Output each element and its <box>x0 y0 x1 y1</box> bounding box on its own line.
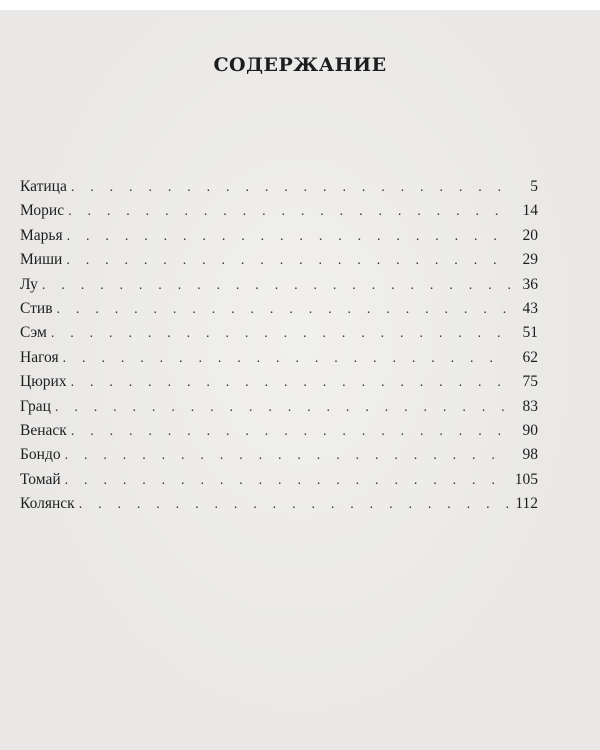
toc-dot-leader <box>66 253 510 269</box>
toc-dot-leader <box>71 424 510 440</box>
toc-entry-page: 51 <box>522 324 538 342</box>
toc-dot-leader <box>71 375 510 391</box>
toc-dot-leader <box>79 497 510 513</box>
toc-dot-leader <box>55 400 510 416</box>
toc-entry-title: Сэм <box>20 324 47 342</box>
table-of-contents <box>20 178 538 519</box>
toc-entry-title: Лу <box>20 275 38 293</box>
toc-dot-leader <box>71 180 510 196</box>
toc-dot-leader <box>63 351 510 367</box>
toc-entry-title: Катица <box>20 178 67 195</box>
toc-entry-title: Грац <box>20 397 51 415</box>
toc-entry <box>20 300 538 324</box>
toc-entry-page: 14 <box>522 202 538 220</box>
toc-entry-title: Венаск <box>20 421 67 439</box>
toc-entry <box>20 398 538 422</box>
toc-dot-leader <box>42 278 510 294</box>
toc-entry-page: 29 <box>522 251 538 269</box>
toc-entry-page: 83 <box>522 397 538 415</box>
toc-entry-page: 62 <box>522 348 538 366</box>
toc-entry <box>20 471 538 495</box>
toc-entry-title: Морис <box>20 202 65 220</box>
toc-entry-page: 112 <box>515 495 538 513</box>
toc-entry-title: Марья <box>20 226 63 244</box>
toc-dot-leader <box>67 229 510 245</box>
toc-dot-leader <box>68 204 510 220</box>
toc-entry-title: Колянск <box>20 495 75 513</box>
toc-entry-title: Миши <box>20 251 63 269</box>
page-top-margin <box>0 0 600 10</box>
toc-entry <box>20 373 538 397</box>
toc-dot-leader <box>57 302 510 318</box>
toc-entry <box>20 422 538 446</box>
toc-entry-title: Цюрих <box>20 373 67 391</box>
toc-entry-title: Бондо <box>20 446 61 464</box>
toc-entry-page: 105 <box>514 470 538 488</box>
toc-entry <box>20 446 538 470</box>
toc-entry <box>20 202 538 226</box>
toc-entry-page: 43 <box>522 299 538 317</box>
toc-dot-leader <box>51 326 510 342</box>
toc-entry-page: 5 <box>530 178 538 195</box>
toc-entry-page: 36 <box>522 275 538 293</box>
toc-entry <box>20 178 538 202</box>
toc-entry-title: Стив <box>20 299 53 317</box>
toc-dot-leader <box>65 448 510 464</box>
toc-entry-title: Нагоя <box>20 348 59 366</box>
toc-entry <box>20 227 538 251</box>
toc-entry <box>20 276 538 300</box>
toc-entry-page: 20 <box>522 226 538 244</box>
page-title: СОДЕРЖАНИЕ <box>213 54 387 76</box>
toc-dot-leader <box>65 473 509 489</box>
toc-entry <box>20 251 538 275</box>
toc-entry <box>20 324 538 348</box>
toc-entry-page: 90 <box>522 421 538 439</box>
toc-entry <box>20 495 538 519</box>
toc-entry-page: 98 <box>522 446 538 464</box>
toc-entry-page: 75 <box>522 373 538 391</box>
toc-entry-title: Томай <box>20 470 61 488</box>
toc-entry <box>20 349 538 373</box>
